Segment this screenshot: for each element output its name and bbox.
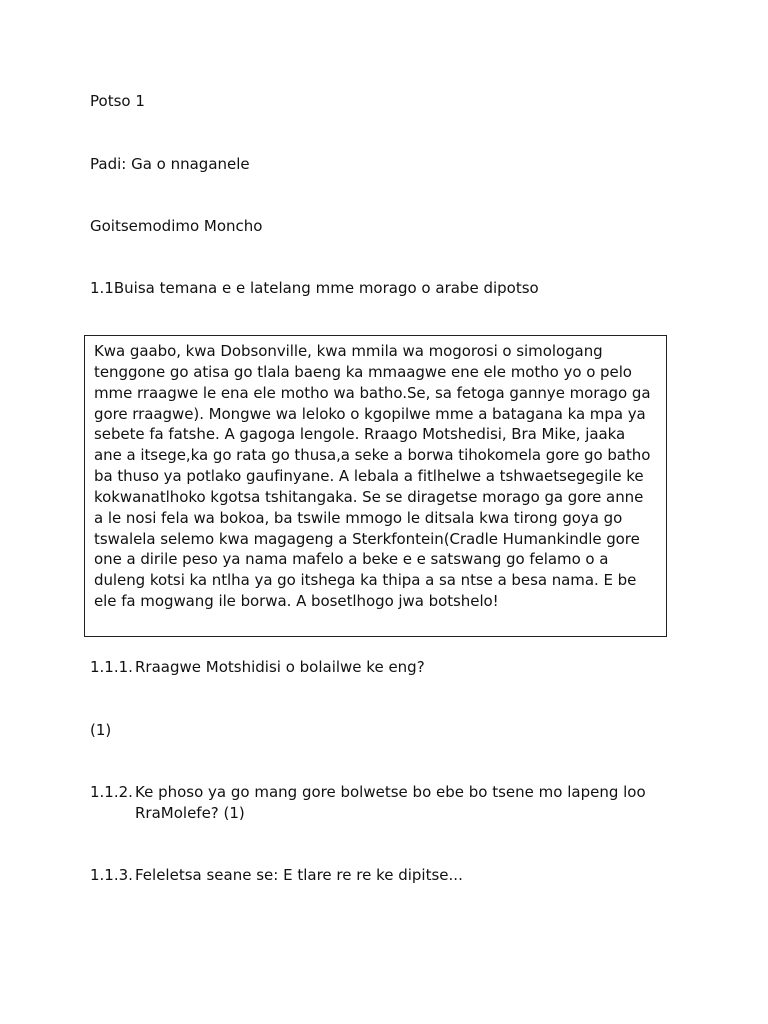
question-number: 1.1.3. <box>90 866 133 884</box>
question-text: Ke phoso ya go mang gore bolwetse bo ebe bo tsene mo lapeng loo RraMolefe? (1) <box>135 783 646 822</box>
question-text: Feleletsa seane se: E tlare re re ke dipitse... <box>135 866 463 884</box>
page-title: Potso 1 <box>90 92 145 110</box>
question-1-1-1 <box>90 657 670 678</box>
passage-line: sebete fa fatshe. A gagoga lengole. Rraago Motshedisi, Bra Mike, jaaka <box>94 425 626 444</box>
question-mark: (1) <box>90 721 112 739</box>
passage-line: ele fa mogwang ile borwa. A bosetlhogo jwa botshelo! <box>94 592 499 611</box>
question-1-1-2 <box>90 782 670 824</box>
passage-line: ba thuso ya potlako gaufinyane. A lebala a fitlhelwe a tshwaetsegegile ke <box>94 467 644 486</box>
question-number: 1.1.1. <box>90 658 133 676</box>
question-text: Rraagwe Motshidisi o bolailwe ke eng? <box>135 658 425 676</box>
question-1-1-3 <box>90 865 670 886</box>
passage-line: gore rraagwe). Mongwe wa leloko o kgopilwe mme a batagana ka mpa ya <box>94 404 646 423</box>
passage-line: mme rraagwe le ena ele motho wa batho.Se, sa fetoga gannye morago ga <box>94 383 651 402</box>
passage-line: one a dirile peso ya nama mafelo a beke e e satswang go felamo o a <box>94 550 609 569</box>
passage-line: a le nosi fela wa bokoa, ba tswile mmogo le ditsala kwa tirong goya go <box>94 508 623 527</box>
passage-line: tenggone go atisa go tlala baeng ka mmaagwe ene ele motho yo o pelo <box>94 362 632 381</box>
question-number: 1.1.2. <box>90 783 133 801</box>
subject-line: Padi: Ga o nnaganele <box>90 155 250 173</box>
reading-passage <box>84 335 667 637</box>
passage-line: Kwa gaabo, kwa Dobsonville, kwa mmila wa mogorosi o simologang <box>94 342 603 360</box>
instruction-text: 1.1Buisa temana e e latelang mme morago o arabe dipotso <box>90 279 539 297</box>
passage-line: ane a itsege,ka go rata go thusa,a seke a borwa tihokomela gore go batho <box>94 446 651 465</box>
author-name: Goitsemodimo Moncho <box>90 217 263 235</box>
passage-line: kokwanatlhoko kgotsa tshitangaka. Se se diragetse morago ga gore anne <box>94 487 644 506</box>
passage-line: duleng kotsi ka ntlha ya go itshega ka thipa a sa ntse a besa nama. E be <box>94 571 637 590</box>
passage-line: tswalela selemo kwa magageng a Sterkfontein(Cradle Humankindle gore <box>94 529 640 548</box>
